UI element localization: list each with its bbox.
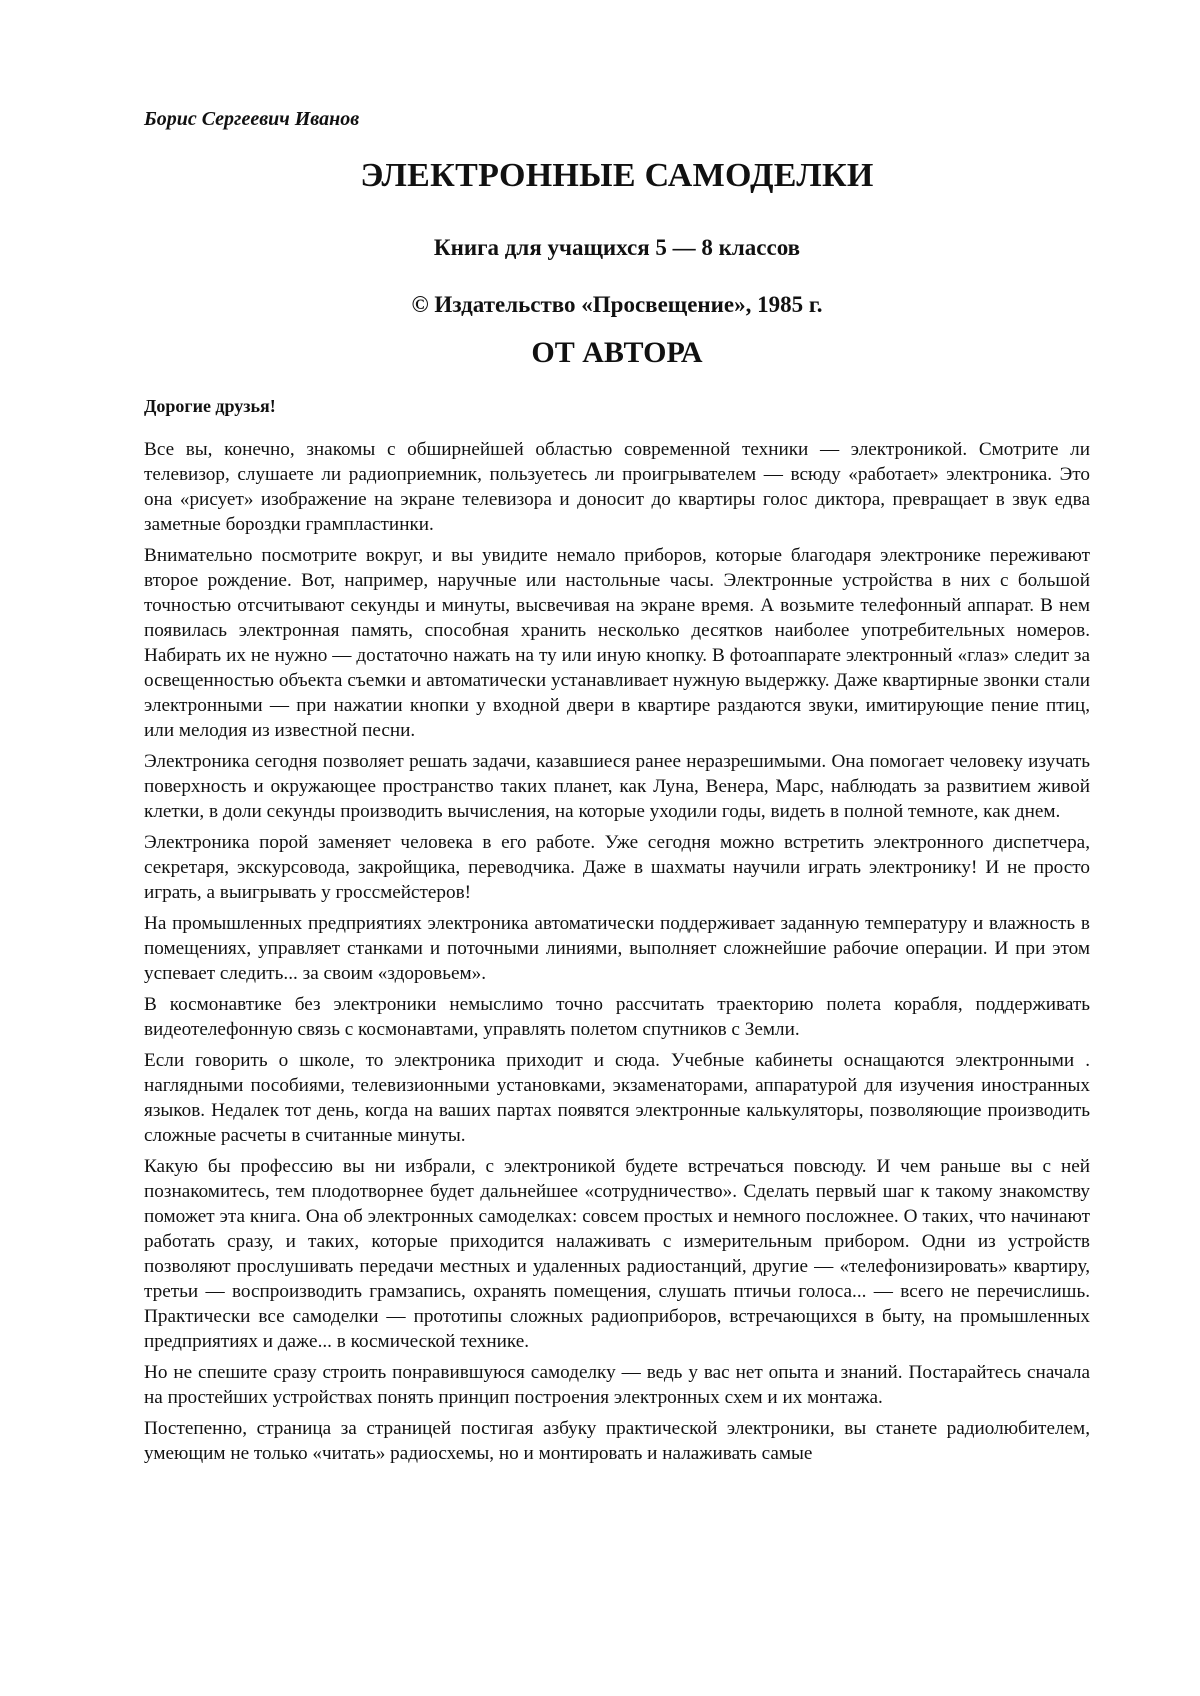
body-text [144, 437, 1090, 1466]
greeting: Дорогие друзья! [144, 396, 276, 416]
paragraph: Постепенно, страница за страницей постигая азбуку практической электроники, вы станете радиолюбителем, умеющим не только «читать» радиосхемы, но и монтировать и налаживать самые [144, 1418, 1090, 1464]
book-title: ЭЛЕКТРОННЫЕ САМОДЕЛКИ [360, 157, 874, 194]
paragraph: Но не спешите сразу строить понравившуюся самоделку — ведь у вас нет опыта и знаний. Постарайтесь сначала на простейших устройствах понять принцип построения электронных схем и их монтажа. [144, 1362, 1090, 1408]
paragraph: Электроника сегодня позволяет решать задачи, казавшиеся ранее неразрешимыми. Она помогает человеку изучать поверхность и окружающее пространство таких планет, как Луна, Венера, Марс, наблюдать за развитием живой клетки, в доли секунды производить вычисления, на которые уходили годы, видеть в полной темноте, как днем. [144, 751, 1090, 822]
author-name: Борис Сергеевич Иванов [144, 108, 360, 130]
paragraph: На промышленных предприятиях электроника автоматически поддерживает заданную температуру и влажность в помещениях, управляет станками и поточными линиями, выполняет сложнейшие рабочие операции. И при этом успевает следить... за своим «здоровьем». [144, 913, 1090, 984]
paragraph: Все вы, конечно, знакомы с обширнейшей областью современной техники — электроникой. Смотрите ли телевизор, слушаете ли радиоприемник, пользуетесь ли проигрывателем — всюду «работает» электроника. Это она «рисует» изображение на экране телевизора и доносит до квартиры голос диктора, превращает в звук едва заметные бороздки грампластинки. [144, 439, 1090, 535]
section-heading: ОТ АВТОРА [531, 336, 703, 369]
paragraph: Если говорить о школе, то электроника приходит и сюда. Учебные кабинеты оснащаются электронными . наглядными пособиями, телевизионными установками, экзаменаторами, аппаратурой для изучения иностранных языков. Недалек тот день, когда на ваших партах появятся электронные калькуляторы, позволяющие производить сложные расчеты в считанные минуты. [144, 1050, 1090, 1146]
paragraph: Какую бы профессию вы ни избрали, с электроникой будете встречаться повсюду. И чем раньше вы с ней познакомитесь, тем плодотворнее будет дальнейшее «сотрудничество». Сделать первый шаг к такому знакомству поможет эта книга. Она об электронных самоделках: совсем простых и немного посложнее. О таких, что начинают работать сразу, и таких, которые приходится налаживать с измерительным прибором. Одни из устройств позволяют прослушивать передачи местных и удаленных радиостанций, другие — «телефонизировать» квартиру, третьи — воспроизводить грамзапись, охранять помещения, слушать птичьи голоса... — всего не перечислишь. Практически все самоделки — прототипы сложных радиоприборов, встречающихся в быту, на промышленных предприятиях и даже... в космической технике. [144, 1156, 1090, 1352]
paragraph: В космонавтике без электроники немыслимо точно рассчитать траекторию полета корабля, поддерживать видеотелефонную связь с космонавтами, управлять полетом спутников с Земли. [144, 994, 1090, 1040]
book-subtitle: Книга для учащихся 5 — 8 классов [433, 235, 801, 260]
copyright-line: © Издательство «Просвещение», 1985 г. [411, 292, 823, 317]
paragraph: Электроника порой заменяет человека в его работе. Уже сегодня можно встретить электронного диспетчера, секретаря, экскурсовода, закройщика, переводчика. Даже в шахматы научили играть электронику! И не просто играть, а выигрывать у гроссмейстеров! [144, 832, 1090, 903]
document-page [144, 108, 1090, 1472]
paragraph: Внимательно посмотрите вокруг, и вы увидите немало приборов, которые благодаря электронике переживают второе рождение. Вот, например, наручные или настольные часы. Электронные устройства в них с большой точностью отсчитывают секунды и минуты, высвечивая на экране время. А возьмите телефонный аппарат. В нем появилась электронная память, способная хранить несколько десятков наиболее употребительных номеров. Набирать их не нужно — достаточно нажать на ту или иную кнопку. В фотоаппарате электронный «глаз» следит за освещенностью объекта съемки и автоматически устанавливает нужную выдержку. Даже квартирные звонки стали электронными — при нажатии кнопки у входной двери в квартире раздаются звуки, имитирующие пение птиц, или мелодия из известной песни. [144, 545, 1090, 741]
